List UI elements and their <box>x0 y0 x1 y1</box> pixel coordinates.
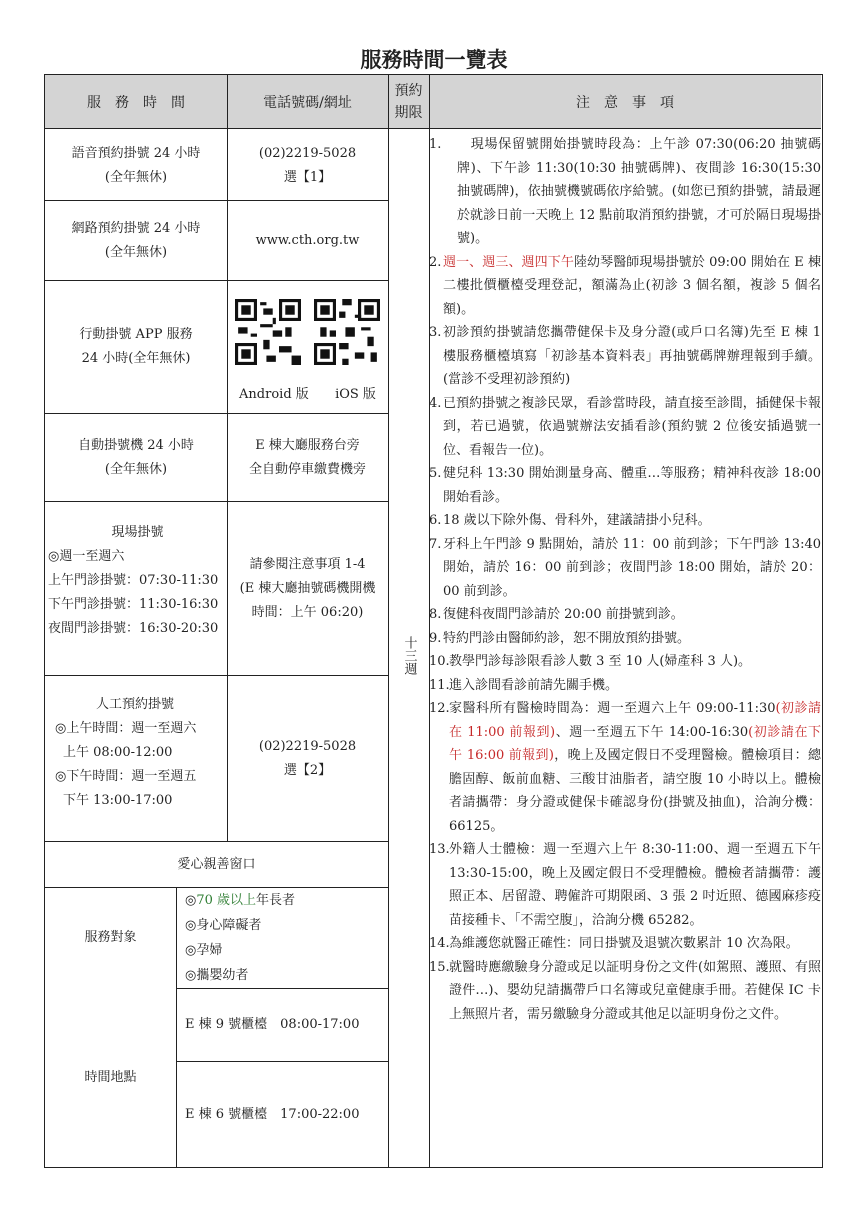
caring-window-label: 愛心親善窗口 <box>177 856 256 872</box>
notes-list <box>429 133 821 1026</box>
app-booking-line1: 行動掛號 APP 服務 <box>79 327 193 342</box>
note-8: 8. 復健科夜間門診請於 20:00 前掛號到診。 <box>429 607 684 622</box>
manual-booking-title: 人工預約掛號 <box>95 697 174 712</box>
app-qr-section <box>227 281 388 413</box>
onsite-days: ◎週一至週六 <box>48 549 125 564</box>
kiosk-location-line1: E 棟大廳服務台旁 <box>255 437 360 453</box>
note-1: 1. 現場保留號開始掛號時段為：上午診 07:30(06:20 抽號碼牌)、下午診 11:30(10:30 抽號碼牌)、夜間診 16:30(15:30 抽號碼牌)，依抽號機號碼依序給號。(如您已預約掛號，請最遲於就診日前一天晚上 12 點前取消預約掛號，才可於隔日現場掛號)。 <box>429 137 821 246</box>
header-booking-period-line1: 預約 <box>394 82 423 99</box>
kiosk-location-line2: 全自動停車繳費機旁 <box>248 461 366 477</box>
web-booking-label <box>45 201 227 280</box>
note-13: 13. 外籍人士體檢：週一至週六上午 8:30-11:00、週一至週五下午 13:30-15:00，晚上及國定假日不受理體檢。體檢者請攜帶：護照正本、居留證、聘僱許可期限函、3 張 2 吋近照、德國麻疹疫苗接種卡、「不需空腹」，洽詢分機 65282。 <box>429 842 821 928</box>
voice-option: 選【1】 <box>283 169 332 185</box>
onsite-morning: 上午門診掛號：07:30-11:30 <box>48 573 219 588</box>
note-4: 4. 已預約掛號之複診民眾，看診當時段，請直接至診間，插健保卡報到，若已過號，依過號辦法安插看診(預約號 2 位後安插過號一位、看報告一位)。 <box>429 395 821 458</box>
app-booking-label <box>45 281 227 413</box>
voice-booking-line1: 語音預約掛號 24 小時 <box>71 145 201 161</box>
counter-6-text: E 棟 6 號櫃檯 17:00-22:00 <box>185 1106 360 1122</box>
manual-pm-time: 下午 13:00-17:00 <box>63 793 173 808</box>
onsite-afternoon: 下午門診掛號：11:30-16:30 <box>48 597 219 612</box>
manual-am-time: 上午 08:00-12:00 <box>63 745 173 760</box>
target-disabled: ◎身心障礙者 <box>185 918 262 933</box>
manual-contact <box>227 676 388 841</box>
manual-pm-label: ◎下午時間：週一至週五 <box>55 769 197 784</box>
onsite-contact <box>227 502 388 675</box>
app-booking-line2: 24 小時(全年無休) <box>81 351 191 366</box>
note-10: 10. 教學門診每診限看診人數 3 至 10 人(婦產科 3 人)。 <box>429 654 752 669</box>
counter-6 <box>185 1062 385 1167</box>
location-text: 時間地點 <box>84 1070 137 1085</box>
note-9: 9. 特約門診由醫師約診，恕不開放預約掛號。 <box>429 630 691 646</box>
onsite-night: 夜間門診掛號：16:30-20:30 <box>48 621 219 636</box>
header-phone: 電話號碼/網址 <box>227 75 388 129</box>
note-14: 14. 為維護您就醫正確性：同日掛號及退號次數累計 10 次為限。 <box>429 936 799 951</box>
target-with-infant: ◎攜嬰幼者 <box>185 968 249 983</box>
note-11: 11. 進入診間看診前請先關手機。 <box>429 677 619 693</box>
onsite-booking-title: 現場掛號 <box>111 525 164 540</box>
service-target-text: 服務對象 <box>84 930 137 945</box>
ios-qr-code-icon[interactable] <box>314 299 380 365</box>
target-elderly: ◎70 歲以上年長者 <box>185 893 296 908</box>
kiosk-booking-line2: (全年無休) <box>104 461 168 477</box>
website-link[interactable]: www.cth.org.tw <box>255 232 360 248</box>
note-7: 7. 牙科上午門診 9 點開始，請於 11：00 前到診；下午門診 13:40 開始，請於 16：00 前到診；夜間門診 18:00 開始，請於 20：00 前到診。 <box>429 536 821 599</box>
onsite-contact-line1: 請參閱注意事項 1-4 <box>249 556 366 572</box>
target-pregnant: ◎孕婦 <box>185 943 223 958</box>
manual-booking-label <box>55 693 225 833</box>
divider <box>176 887 177 1167</box>
voice-booking-contact <box>227 131 388 200</box>
onsite-contact-line3: 時間：上午 06:20) <box>251 604 364 620</box>
header-booking-period-line2: 期限 <box>394 104 423 121</box>
kiosk-booking-label <box>45 414 227 501</box>
voice-booking-label <box>45 131 227 200</box>
voice-booking-line2: (全年無休) <box>104 169 168 185</box>
android-version-label: Android 版 <box>239 387 309 402</box>
caring-window-title <box>45 842 388 887</box>
kiosk-location <box>227 414 388 501</box>
elderly-age: 70 歲以上 <box>196 893 257 908</box>
manual-am-label: ◎上午時間：週一至週六 <box>55 721 197 736</box>
page-title: 服務時間一覽表 <box>360 48 508 72</box>
ios-version-label: iOS 版 <box>335 387 376 402</box>
voice-phone[interactable]: (02)2219-5028 <box>258 145 357 161</box>
counter-9 <box>185 989 385 1061</box>
onsite-booking-label <box>48 521 227 671</box>
note-3: 3. 初診預約掛號請您攜帶健保卡及身分證(或戶口名簿)先至 E 棟 1 樓服務櫃檯填寫「初診基本資料表」再抽號碼牌辦理報到手續。(當診不受理初診預約) <box>429 325 821 387</box>
service-target-list <box>185 888 385 988</box>
kiosk-booking-line1: 自動掛號機 24 小時 <box>78 437 194 453</box>
header-notes: 注 意 事 項 <box>429 75 821 129</box>
service-table <box>44 74 823 1168</box>
note-5: 5. 健兒科 13:30 開始測量身高、體重…等服務；精神科夜診 18:00 開始看診。 <box>429 466 821 505</box>
note-6: 6. 18 歲以下除外傷、骨科外，建議請掛小兒科。 <box>429 513 711 528</box>
header-booking-period <box>388 75 429 129</box>
header-service-time: 服 務 時 間 <box>45 75 227 129</box>
booking-period-value: 十三週 <box>401 635 417 675</box>
note-12: 12. 家醫科所有醫檢時間為：週一至週六上午 09:00-11:30(初診請在 11:00 前報到)、週一至週五下午 14:00-16:30(初診請在下午 16:00 前報到)，晚上及國定假日不受理醫檢。體檢項目：總膽固醇、飯前血糖、三酸甘油脂者，請空腹 10 小時以上。體檢者請攜帶：身分證或健保卡確認身份(掛號及抽血)，洽詢分機：66125。 <box>429 701 822 834</box>
location-label <box>45 989 176 1167</box>
manual-phone[interactable]: (02)2219-5028 <box>258 738 357 754</box>
manual-option: 選【2】 <box>283 762 332 778</box>
web-booking-line1: 網路預約掛號 24 小時 <box>71 220 201 236</box>
counter-9-text: E 棟 9 號櫃檯 08:00-17:00 <box>185 1017 360 1032</box>
web-booking-line2: (全年無休) <box>104 244 168 260</box>
onsite-contact-line2: (E 棟大廳抽號碼機開機 <box>239 580 376 596</box>
web-booking-contact <box>227 201 388 280</box>
service-target-label <box>45 888 176 988</box>
note-15: 15. 就醫時應繳驗身分證或足以証明身份之文件(如駕照、護照、有照證件…)、嬰幼兒請攜帶戶口名簿或兒童健康手冊。若健保 IC 卡上無照片者，需另繳驗身分證或其他足以証明身份之文件。 <box>429 959 821 1022</box>
android-qr-code-icon[interactable] <box>235 299 301 365</box>
note-2: 2. 週一、週三、週四下午陸幼琴醫師現場掛號於 09:00 開始在 E 棟二樓批價櫃檯受理登記，額滿為止(初診 3 個名額，複診 5 個名額)。 <box>429 254 821 317</box>
